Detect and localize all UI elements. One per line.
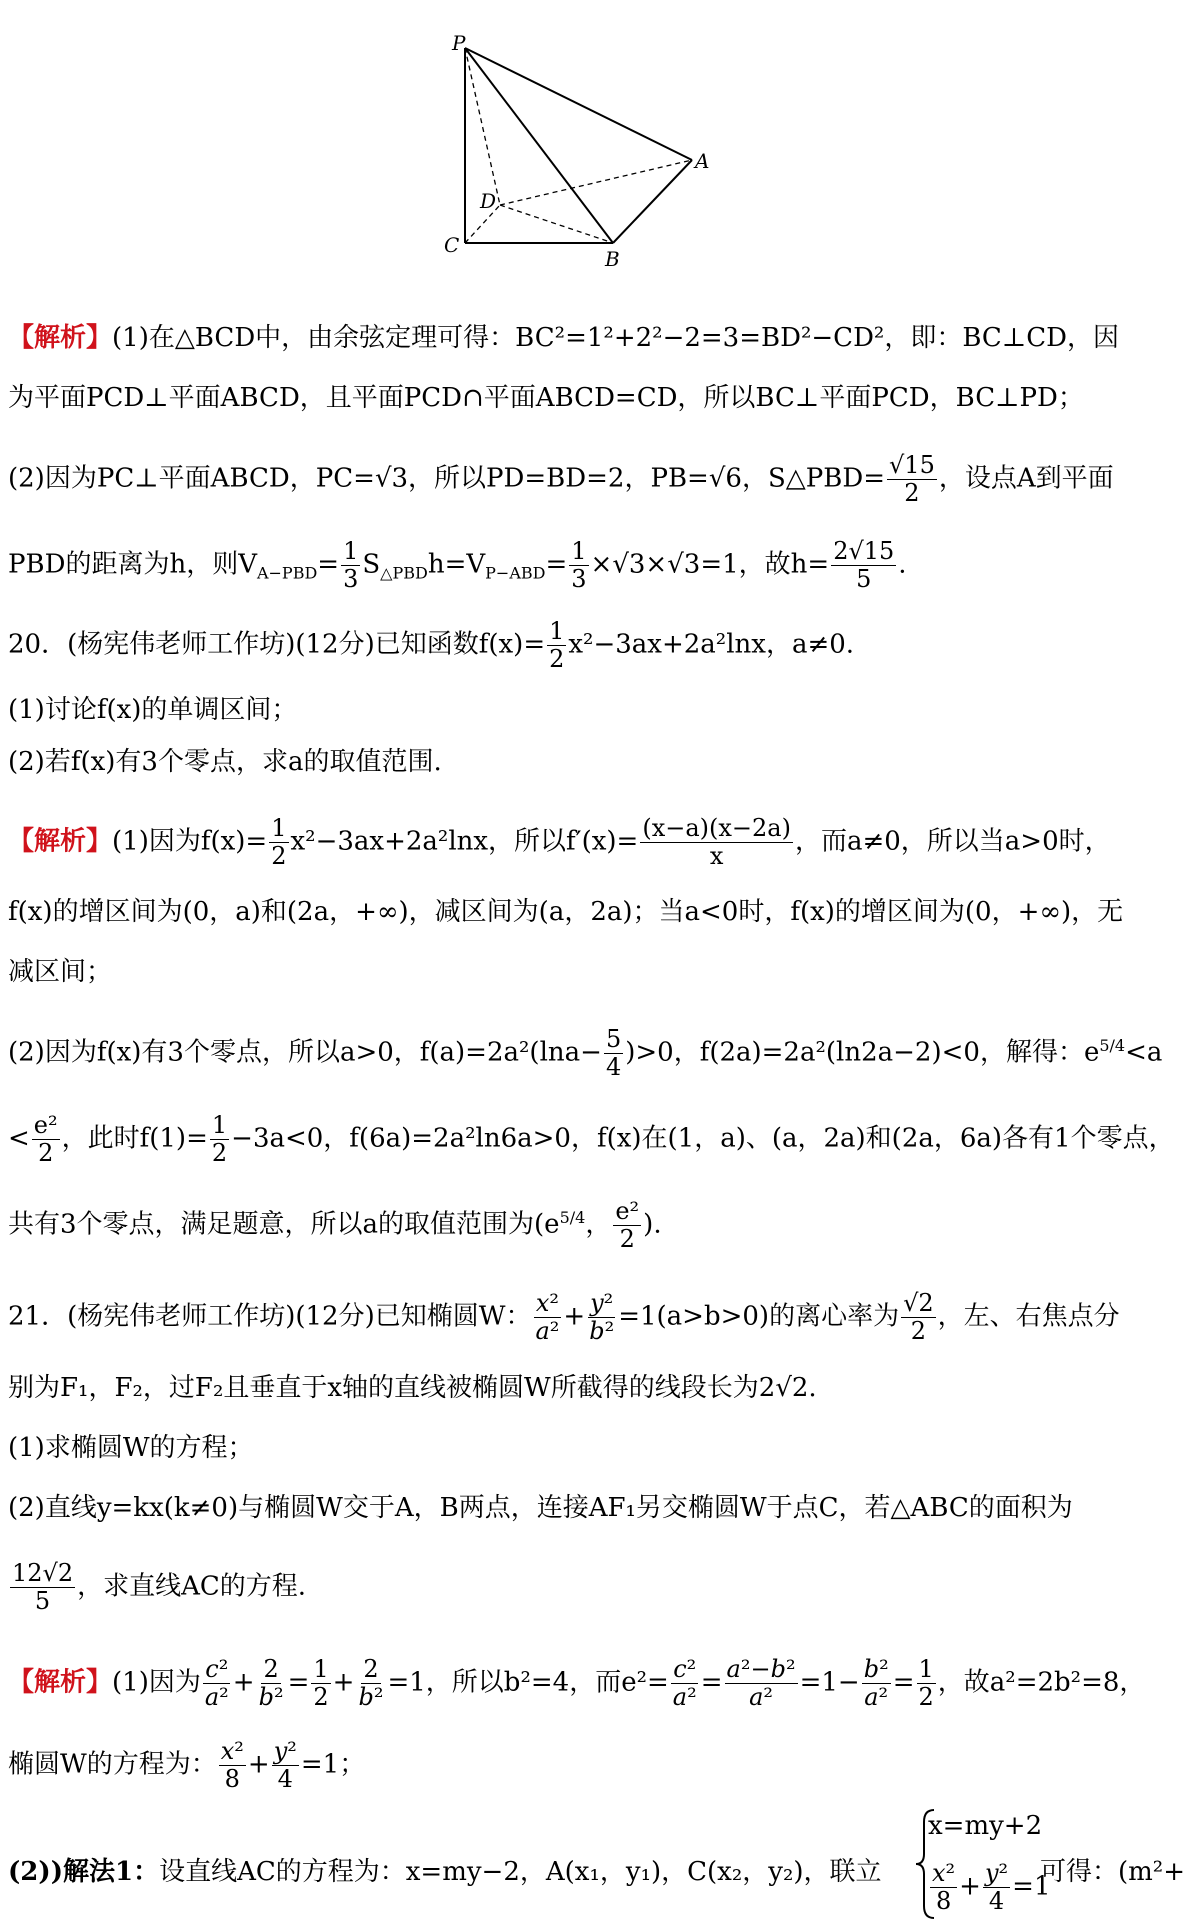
q21-part1: (1)求椭圆W的方程； <box>8 1433 254 1463</box>
label-d: D <box>480 189 497 213</box>
sol19-line1: 【解析】(1)在△BCD中，由余弦定理可得：BC²=1²+2²−2=3=BD²−CD²，即：BC⊥CD，因 <box>8 323 1120 353</box>
q21-part2-cont: $\frac{12√2}{5}$ ，求直线AC的方程. <box>12 1559 307 1615</box>
edge-ba <box>613 160 692 243</box>
edge-pa <box>465 48 692 160</box>
sol19-line3: (2)因为PC⊥平面ABCD，PC=√3，所以PD=BD=2，PB=√6，S△PBD= $\frac{√15}{2}$ ，设点A到平面 <box>8 451 1114 507</box>
sol21-line3: (2))解法1：设直线AC的方程为：x=my−2，A(x₁，y₁)，C(x₂，y₂)，联立 <box>8 1857 882 1887</box>
pyramid-figure <box>430 30 760 270</box>
sol20-line3: 减区间； <box>8 957 113 987</box>
q21-part2: (2)直线y=kx(k≠0)与椭圆W交于A，B两点，连接AF₁另交椭圆W于点C，若△ABC的面积为 <box>8 1493 1073 1523</box>
system-eq1: x=my+2 <box>928 1811 1043 1841</box>
q21-title: 21．(杨宪伟老师工作坊)(12分)已知椭圆W： $\frac{\text{x²}}{\text{a²}}$ + $\frac{\text{y²}}{\text{b²}}$ =1(a>b>0)的离心率为 $\frac{√2}{2}$ ，左、右焦点分 <box>8 1289 1120 1345</box>
sol20-line2: f(x)的增区间为(0，a)和(2a，+∞)，减区间为(a，2a)；当a<0时，f(x)的增区间为(0，+∞)，无 <box>8 897 1124 927</box>
sol20-line5: < $\frac{\text{e²}}{2}$ ，此时f(1)= $\frac{1}{2}$ −3a<0，f(6a)=2a²ln6a>0，f(x)在(1，a)、(a，2a)和(2a，6a)各有1个零点， <box>8 1111 1175 1167</box>
frac-result-h: $\frac{2√15}{5}$ <box>833 537 895 593</box>
sol20-line6: 共有3个零点，满足题意，所以a的取值范围为($e^{5/4}$， $\frac{\text{e²}}{2}$ ). <box>8 1197 662 1254</box>
label-a: A <box>695 149 710 173</box>
label-b: B <box>605 247 620 270</box>
edge-db <box>500 205 613 243</box>
label-c: C <box>444 233 460 257</box>
sol20-line4: (2)因为f(x)有3个零点，所以a>0，f(a)=2a²(lna− $\frac{5}{4}$ )>0，f(2a)=2a²(ln2a−2)<0，解得：$e^{5/4}<a$ <box>8 1025 1163 1082</box>
q21-line2: 别为F₁，F₂，过F₂且垂直于x轴的直线被椭圆W所截得的线段长为2√2. <box>8 1373 817 1403</box>
sol21-line1: 【解析】(1)因为 $\frac{\text{c²}}{\text{a²}}$ + $\frac{2}{\text{b²}}$ = $\frac{1}{2}$ + $\frac{2}{\text{b²}}$ =1，所以b²=4，而e²= $\frac{\text{c²}}{\text{a²}}$ = $\frac{\text{a²−b²}}{\text{a²}}$ =1− $\frac{\text{b²}}{\text{a²}}$ = $\frac{1}{2}$ ，故a²=2b²=8， <box>8 1655 1146 1711</box>
frac-sqrt15-2: $\frac{√15}{2}$ <box>889 451 935 507</box>
sol19-line4: PBD的距离为h，则$V_{A-PBD}=$ $\frac{1}{3}$ $S_{\triangle PBD}h=V_{P-ABD}=$ $\frac{1}{3}$ ×√3×√3=1，故h= $\frac{2√15}{5}$ . <box>8 537 907 593</box>
q20-part2: (2)若f(x)有3个零点，求a的取值范围. <box>8 747 442 777</box>
analysis-tag: 【解析】 <box>8 323 113 353</box>
system-eq2: $\frac{\text{x²}}{8}$ + $\frac{\text{y²}}{4}$ =1 <box>932 1859 1051 1915</box>
sol21-line2: 椭圆W的方程为： $\frac{\text{x²}}{8}$ + $\frac{\text{y²}}{4}$ =1； <box>8 1737 366 1793</box>
sol19-line2: 为平面PCD⊥平面ABCD，且平面PCD∩平面ABCD=CD，所以BC⊥平面PCD，BC⊥PD； <box>8 383 1084 413</box>
edge-da <box>500 160 692 205</box>
label-p: P <box>452 31 466 55</box>
q20-title: 20．(杨宪伟老师工作坊)(12分)已知函数f(x)= $\frac{1}{2}$ x²−3ax+2a²lnx，a≠0. <box>8 617 855 673</box>
sol20-line1: 【解析】(1)因为f(x)= $\frac{1}{2}$ x²−3ax+2a²lnx，所以f′(x)= $\frac{(x-a)(x-2a)}{x}$ ，而a≠0，所以当a>0时， <box>8 814 1111 870</box>
q20-part1: (1)讨论f(x)的单调区间； <box>8 695 298 725</box>
sol21-line3-tail: 可得：(m²+ <box>1040 1857 1186 1887</box>
